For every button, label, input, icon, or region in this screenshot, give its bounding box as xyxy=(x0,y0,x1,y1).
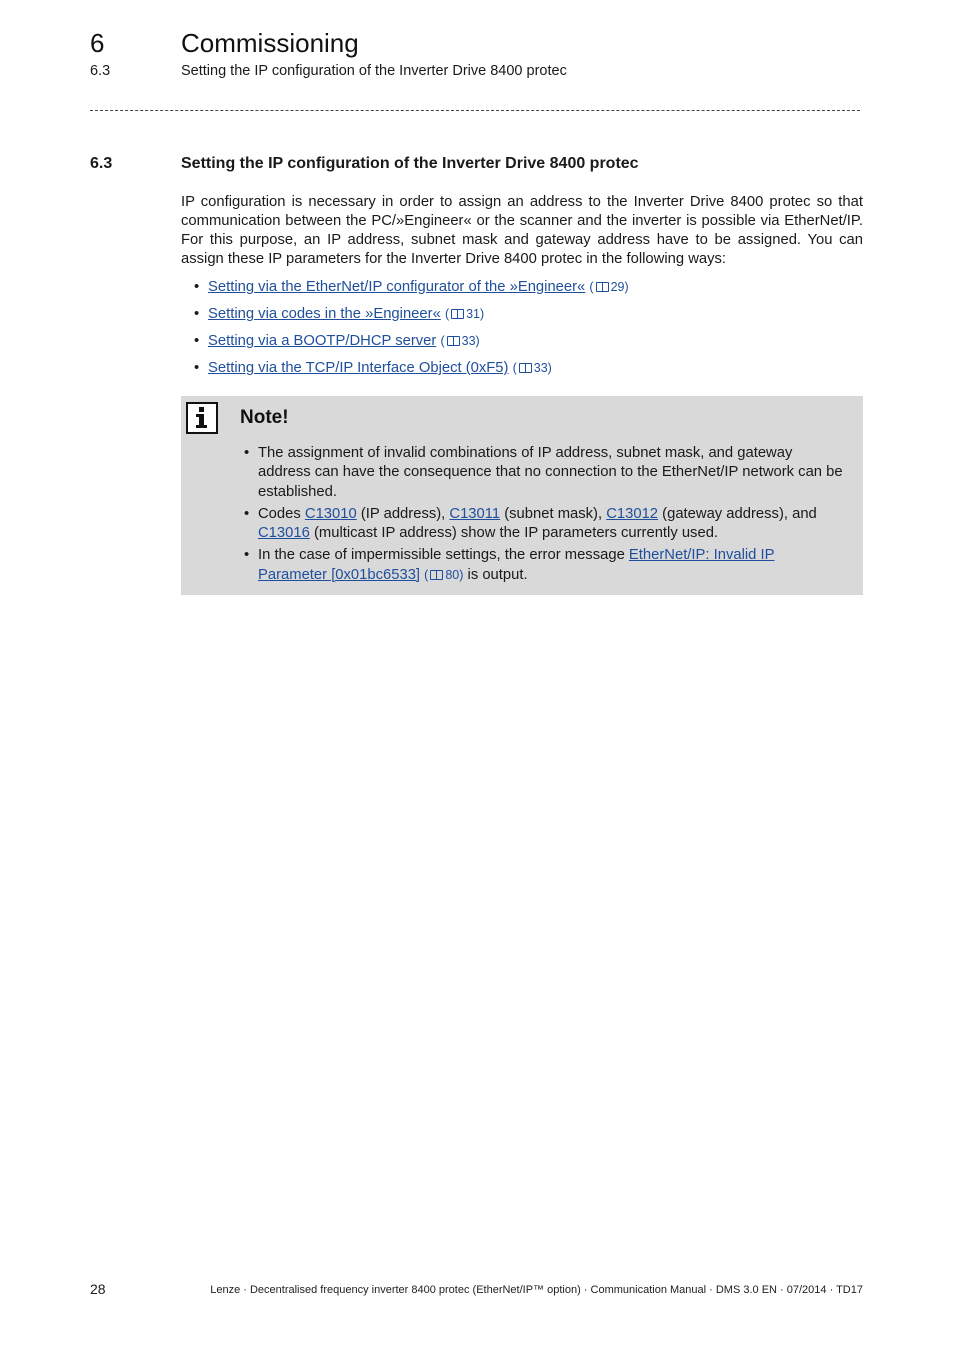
page-number: 29 xyxy=(610,280,625,294)
note-box xyxy=(181,396,863,595)
list-item xyxy=(244,444,844,502)
link-code-c13010[interactable]: C13010 xyxy=(304,505,357,522)
section-number: 6.3 xyxy=(90,155,113,172)
note-text: (multicast IP address) show the IP parameters currently used. xyxy=(309,525,719,542)
note-text: (subnet mask), xyxy=(500,505,607,522)
list-item xyxy=(194,359,864,386)
bullet: • xyxy=(194,333,200,349)
bullet: • xyxy=(194,279,200,295)
section-heading: Setting the IP configuration of the Inverter Drive 8400 protec xyxy=(181,155,639,172)
link-code-c13011[interactable]: C13011 xyxy=(449,505,501,522)
list-item xyxy=(194,278,864,305)
info-icon xyxy=(186,402,218,434)
link-codes-engineer[interactable]: Setting via codes in the »Engineer« xyxy=(208,306,441,322)
method-link-list xyxy=(194,278,864,386)
bullet: • xyxy=(244,547,250,564)
page-reference[interactable]: ( 33) xyxy=(440,334,480,348)
note-title: Note! xyxy=(240,407,289,428)
note-text-invalid-combination: The assignment of invalid combinations of IP address, subnet mask, and gateway address can have the consequence that no connection to the EtherNet/IP network can be established. xyxy=(258,445,843,500)
book-icon xyxy=(447,336,460,346)
page-reference[interactable]: ( 80) xyxy=(424,567,464,582)
info-glyph xyxy=(188,404,215,431)
list-item xyxy=(244,546,844,585)
book-icon xyxy=(451,309,464,319)
note-text: (IP address), xyxy=(356,505,450,522)
list-item xyxy=(194,305,864,332)
note-list xyxy=(244,444,844,588)
note-text: is output. xyxy=(463,566,528,583)
running-section-number: 6.3 xyxy=(90,63,111,79)
chapter-title: Commissioning xyxy=(181,28,359,58)
link-code-c13016[interactable]: C13016 xyxy=(258,525,310,542)
link-code-c13012[interactable]: C13012 xyxy=(606,505,659,522)
book-icon xyxy=(430,570,443,580)
intro-paragraph: IP configuration is necessary in order to assign an address to the Inverter Drive 8400 protec so that communication between the PC/»Engineer« or the scanner and the inverter is possible via EtherNet/IP. For this purpose, an IP address, subnet mask and gateway address have to be assigned. You can assign these IP parameters for the Inverter Drive 8400 protec in the following ways: xyxy=(181,194,863,267)
footer-document-info: Lenze · Decentralised frequency inverter 8400 protec (EtherNet/IP™ option) · Communication Manual · DMS 3.0 EN · 07/2014 · TD17 xyxy=(210,1284,863,1296)
link-ethernet-configurator[interactable]: Setting via the EtherNet/IP configurator of the »Engineer« xyxy=(208,279,586,295)
bullet: • xyxy=(194,306,200,322)
page-number: 33 xyxy=(461,334,476,348)
chapter-number: 6 xyxy=(90,28,105,58)
bullet: • xyxy=(244,445,250,461)
running-section-title: Setting the IP configuration of the Inverter Drive 8400 protec xyxy=(181,63,567,79)
note-text: In the case of impermissible settings, the error message xyxy=(258,547,629,564)
link-bootp-dhcp[interactable]: Setting via a BOOTP/DHCP server xyxy=(208,333,437,349)
note-text: Codes xyxy=(258,505,305,522)
note-text: (gateway address), and xyxy=(658,505,817,522)
page-number: 31 xyxy=(466,307,481,321)
link-error-message[interactable]: EtherNet/IP: Invalid IP Parameter [0x01bc6533] xyxy=(258,547,775,583)
page-reference[interactable]: ( 29) xyxy=(589,280,629,294)
page-reference[interactable]: ( 33) xyxy=(512,361,552,375)
link-tcpip-interface-object[interactable]: Setting via the TCP/IP Interface Object (0xF5) xyxy=(208,360,509,376)
list-item xyxy=(244,505,844,544)
page-reference[interactable]: ( 31) xyxy=(444,307,485,321)
book-icon xyxy=(596,282,609,292)
header-divider xyxy=(90,110,860,111)
footer-page-number: 28 xyxy=(90,1281,106,1297)
page-number: 33 xyxy=(533,361,548,375)
bullet: • xyxy=(194,360,200,376)
bullet: • xyxy=(244,505,250,522)
book-icon xyxy=(519,363,532,373)
list-item xyxy=(194,332,864,359)
page-number: 80 xyxy=(445,567,460,582)
